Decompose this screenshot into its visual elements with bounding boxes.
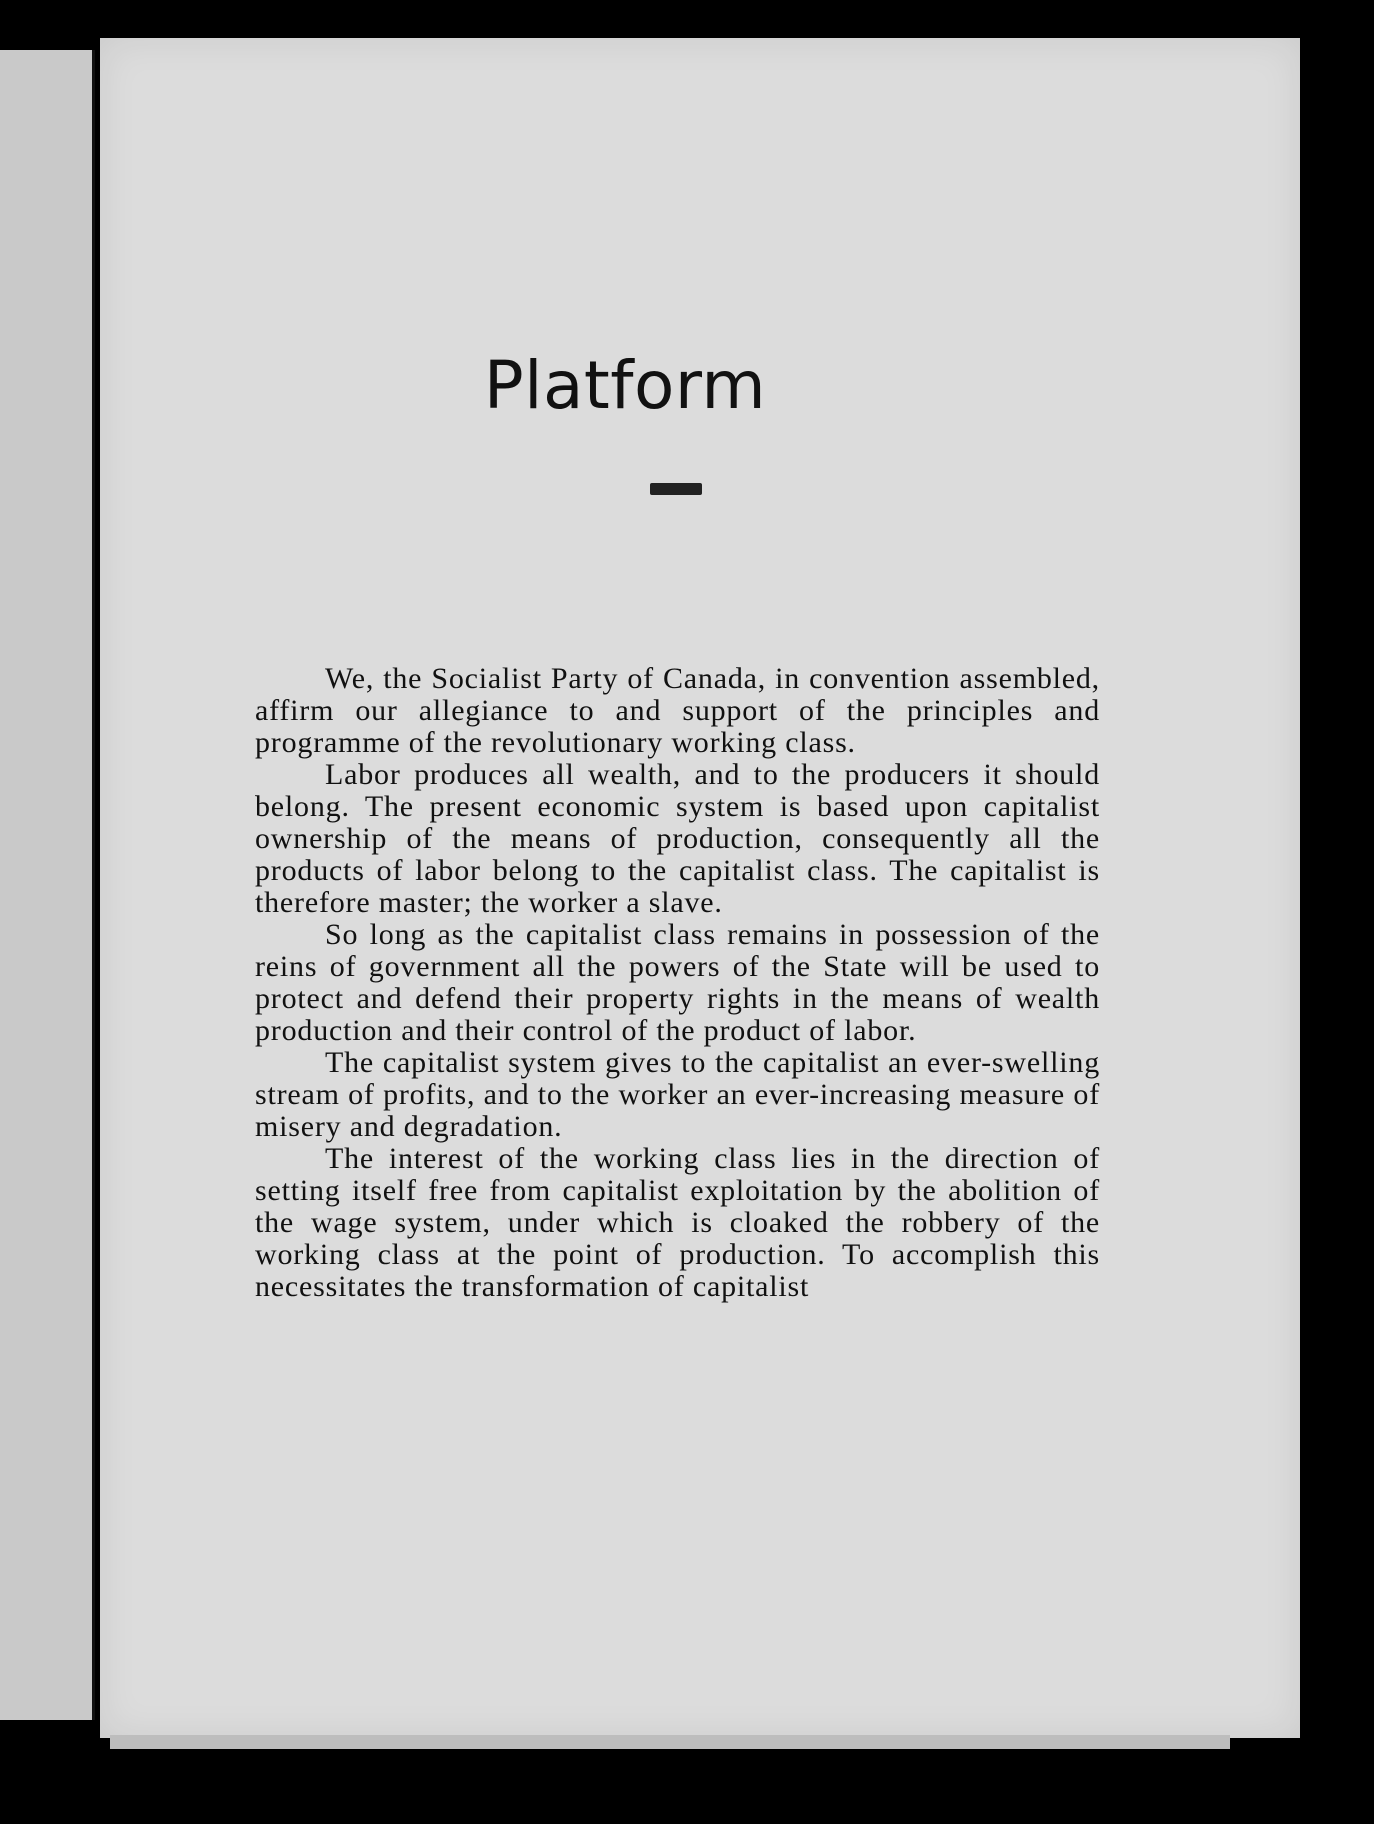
page-title: Platform (483, 347, 767, 425)
paragraph-3: So long as the capitalist class remains in possession of the reins of government all the powers of the State will be used to protect and defend their property rights in the means of wealth production and their control of the product of labor. (255, 918, 1100, 1047)
page-bottom-edge (110, 1735, 1230, 1749)
paragraph-2: Labor produces all wealth, and to the producers it should belong. The present economic system is based upon capitalist ownership of the means of production, consequently all the products of labor belong to the capitalist class. The capitalist is therefore master; the worker a slave. (255, 758, 1100, 919)
left-page-edge (0, 50, 95, 1720)
paragraph-4: The capitalist system gives to the capitalist an ever-swelling stream of profits, and to the worker an ever-increasing measure of misery and degradation. (255, 1046, 1100, 1143)
paragraph-5: The interest of the working class lies in the direction of setting itself free from capitalist exploitation by the abolition of the wage system, under which is cloaked the robbery of the working class at the point of production. To accomplish this necessitates the transformation of capitalist (255, 1142, 1100, 1303)
ornament-divider (650, 483, 702, 495)
body-text (255, 663, 1100, 1303)
paragraph-1: We, the Socialist Party of Canada, in convention assembled, affirm our allegiance to and support of the principles and programme of the revolutionary working class. (255, 662, 1100, 759)
document-page (100, 38, 1300, 1738)
